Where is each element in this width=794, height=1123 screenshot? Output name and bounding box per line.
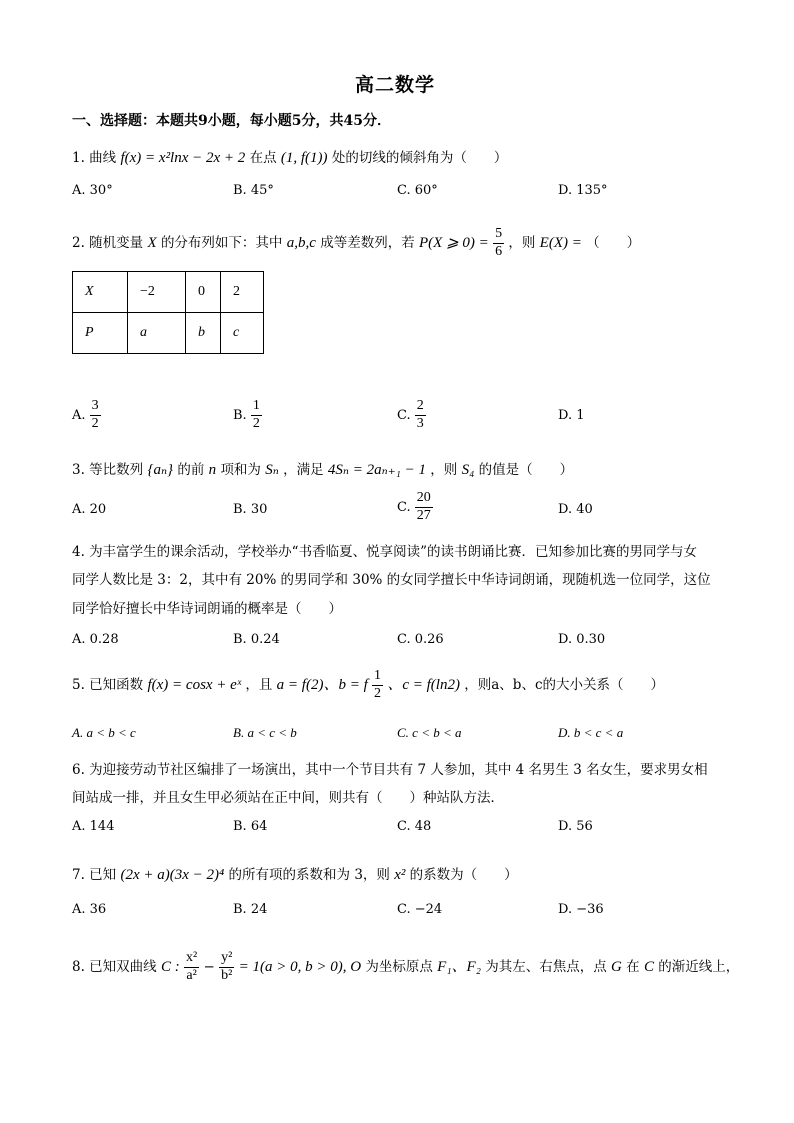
- q8-text: 为坐标原点: [365, 958, 433, 975]
- q3-n: n: [208, 462, 217, 478]
- fraction-denominator: 27: [416, 507, 431, 523]
- fraction-numerator: 1: [372, 668, 383, 686]
- q3-text: 项和为: [220, 462, 261, 478]
- q7-option-d[interactable]: D. −36: [558, 902, 604, 917]
- q3-option-b[interactable]: B. 30: [233, 502, 268, 517]
- fraction-denominator: 2: [374, 685, 382, 701]
- fraction-denominator: a²: [186, 967, 197, 983]
- fraction-numerator: 20: [415, 490, 433, 508]
- q6-option-c[interactable]: C. 48: [397, 819, 432, 834]
- q3-sequence: {aₙ}: [147, 462, 174, 478]
- q2-option-d[interactable]: D. 1: [558, 408, 585, 423]
- q4-line: 4. 为丰富学生的课余活动，学校举办“书香临夏、悦享阅读”的读书朗诵比赛．已知参加比赛的男同学与女: [72, 544, 697, 560]
- q5-a-b: a = f(2)、b = f: [276, 676, 368, 693]
- q2-text: （ ）: [586, 234, 641, 251]
- q1-formula: f(x) = x²lnx − 2x + 2: [120, 150, 246, 166]
- q5-fraction: [372, 668, 383, 703]
- q8-fraction-x: [184, 950, 199, 985]
- q2-text: 成等差数列，若: [320, 234, 415, 251]
- q4-option-d[interactable]: D. 0.30: [558, 632, 606, 647]
- option-label: C.: [397, 499, 411, 515]
- q3-s4: S₄: [461, 462, 475, 478]
- question-3: [72, 458, 573, 479]
- question-2: [72, 226, 640, 261]
- q1-point: (1, f(1)): [280, 150, 328, 166]
- q5-option-d[interactable]: D. b < c < a: [558, 725, 624, 740]
- table-cell: P: [73, 313, 128, 354]
- q7-option-b[interactable]: B. 24: [233, 902, 268, 917]
- q2-option-a[interactable]: [72, 398, 101, 433]
- fraction-denominator: b²: [221, 967, 233, 983]
- distribution-table: [72, 271, 264, 354]
- option-label: B.: [233, 407, 247, 423]
- q3-text: ，则: [430, 462, 458, 478]
- q8-foci: F₁、F₂: [437, 958, 481, 975]
- q3-option-a[interactable]: A. 20: [72, 502, 107, 517]
- q8-text: 在: [626, 958, 640, 975]
- q6-option-b[interactable]: B. 64: [233, 819, 268, 834]
- q6-option-d[interactable]: D. 56: [558, 819, 593, 834]
- q6-line: 间站成一排，并且女生甲必须站在正中间，则共有（ ）种站队方法．: [72, 790, 504, 806]
- option-label: A.: [72, 407, 86, 423]
- table-cell: −2: [128, 272, 186, 313]
- question-5: [72, 668, 664, 703]
- q3-equation: 4Sₙ = 2aₙ₊₁ − 1: [327, 462, 426, 478]
- q4-option-a[interactable]: A. 0.28: [72, 632, 119, 647]
- fraction-numerator: x²: [184, 950, 199, 968]
- q7-text: 7. 已知: [72, 867, 117, 883]
- q8-point-g: G: [611, 958, 622, 975]
- table-cell: X: [73, 272, 128, 313]
- q3-text: ，满足: [283, 462, 324, 478]
- q3-option-c[interactable]: [397, 490, 433, 525]
- fraction-denominator: 2: [91, 415, 99, 431]
- q1-text: 1. 曲线: [72, 150, 117, 166]
- q7-option-a[interactable]: A. 36: [72, 902, 107, 917]
- q5-option-a[interactable]: A. a < b < c: [72, 725, 136, 740]
- q3-sn: Sₙ: [265, 462, 279, 478]
- table-cell: a: [128, 313, 186, 354]
- fraction-denominator: 6: [495, 243, 503, 259]
- q3-text: 的值是（ ）: [478, 462, 574, 478]
- table-row: [73, 313, 264, 354]
- table-cell: 2: [221, 272, 264, 313]
- q1-text: 在点: [249, 150, 277, 166]
- q2-option-c[interactable]: [397, 398, 426, 433]
- q3-option-d[interactable]: D. 40: [558, 502, 593, 517]
- q2-abc: a,b,c: [286, 234, 316, 251]
- q5-option-b[interactable]: B. a < c < b: [233, 725, 297, 740]
- fraction-denominator: 3: [416, 415, 424, 431]
- question-8: [72, 950, 739, 985]
- q8-equation-rest: = 1(a > 0, b > 0), O: [238, 958, 362, 975]
- q2-option-b[interactable]: [233, 398, 262, 433]
- section-heading: 一、选择题：本题共9小题，每小题5分，共45分．: [72, 113, 391, 129]
- q8-text: 8. 已知双曲线: [72, 958, 157, 975]
- q8-text: 的渐近线上，: [658, 958, 740, 975]
- question-7: [72, 863, 518, 884]
- q5-option-c[interactable]: C. c < b < a: [397, 725, 462, 740]
- page-title: 高二数学: [355, 74, 436, 96]
- q4-line: 同学人数比是 3：2，其中有 20% 的男同学和 30% 的女同学擅长中华诗词朗诵，现随机选一位同学，这位: [72, 572, 711, 588]
- question-1: [72, 146, 507, 167]
- fraction-numerator: 1: [251, 398, 262, 416]
- q2-text: ，则: [508, 234, 536, 251]
- q5-c: 、c = f(ln2): [387, 676, 460, 693]
- option-label: C.: [397, 407, 411, 423]
- q7-expression: (2x + a)(3x − 2)⁴: [120, 867, 225, 883]
- q1-option-d[interactable]: D. 135°: [558, 183, 608, 198]
- q2-fraction: [493, 226, 504, 261]
- q1-option-a[interactable]: A. 30°: [72, 183, 113, 198]
- q1-option-b[interactable]: B. 45°: [233, 183, 274, 198]
- table-cell: b: [186, 313, 221, 354]
- q3-text: 的前: [177, 462, 205, 478]
- option-fraction: [90, 398, 101, 433]
- q8-fraction-y: [219, 950, 234, 985]
- fraction-numerator: 2: [415, 398, 426, 416]
- q8-minus: −: [203, 958, 215, 975]
- q1-text: 处的切线的倾斜角为（ ）: [331, 150, 508, 166]
- q4-option-c[interactable]: C. 0.26: [397, 632, 444, 647]
- q8-text: 为其左、右焦点，点: [485, 958, 607, 975]
- q5-text: ，且: [245, 676, 273, 693]
- q5-function: f(x) = cosx + eˣ: [147, 676, 242, 693]
- q7-text: 的系数为（ ）: [409, 867, 518, 883]
- option-fraction: [415, 490, 433, 525]
- option-fraction: [415, 398, 426, 433]
- q5-text: ，则a、b、c的大小关系（ ）: [464, 676, 665, 693]
- q2-expectation: E(X) =: [539, 234, 582, 251]
- table-cell: c: [221, 313, 264, 354]
- q8-curve: C :: [160, 958, 180, 975]
- fraction-numerator: y²: [219, 950, 234, 968]
- q6-option-a[interactable]: A. 144: [72, 819, 115, 834]
- q2-var: X: [147, 234, 157, 251]
- q6-line: 6. 为迎接劳动节社区编排了一场演出，其中一个节目共有 7 人参加，其中 4 名男生 3 名女生，要求男女相: [72, 762, 708, 778]
- q3-text: 3. 等比数列: [72, 462, 144, 478]
- q7-x2: x²: [394, 867, 406, 883]
- table-row: [73, 272, 264, 313]
- q5-text: 5. 已知函数: [72, 676, 144, 693]
- q2-text: 的分布列如下：其中: [160, 234, 283, 251]
- q1-option-c[interactable]: C. 60°: [397, 183, 438, 198]
- table-cell: 0: [186, 272, 221, 313]
- q7-option-c[interactable]: C. −24: [397, 902, 443, 917]
- fraction-denominator: 2: [252, 415, 260, 431]
- q8-curve-ref: C: [643, 958, 654, 975]
- q2-prob: P(X ⩾ 0) =: [419, 234, 489, 251]
- fraction-numerator: 5: [493, 226, 504, 244]
- q7-text: 的所有项的系数和为 3，则: [228, 867, 390, 883]
- q4-option-b[interactable]: B. 0.24: [233, 632, 280, 647]
- q2-text: 2. 随机变量: [72, 234, 144, 251]
- q4-line: 同学恰好擅长中华诗词朗诵的概率是（ ）: [72, 601, 342, 617]
- option-fraction: [251, 398, 262, 433]
- fraction-numerator: 3: [90, 398, 101, 416]
